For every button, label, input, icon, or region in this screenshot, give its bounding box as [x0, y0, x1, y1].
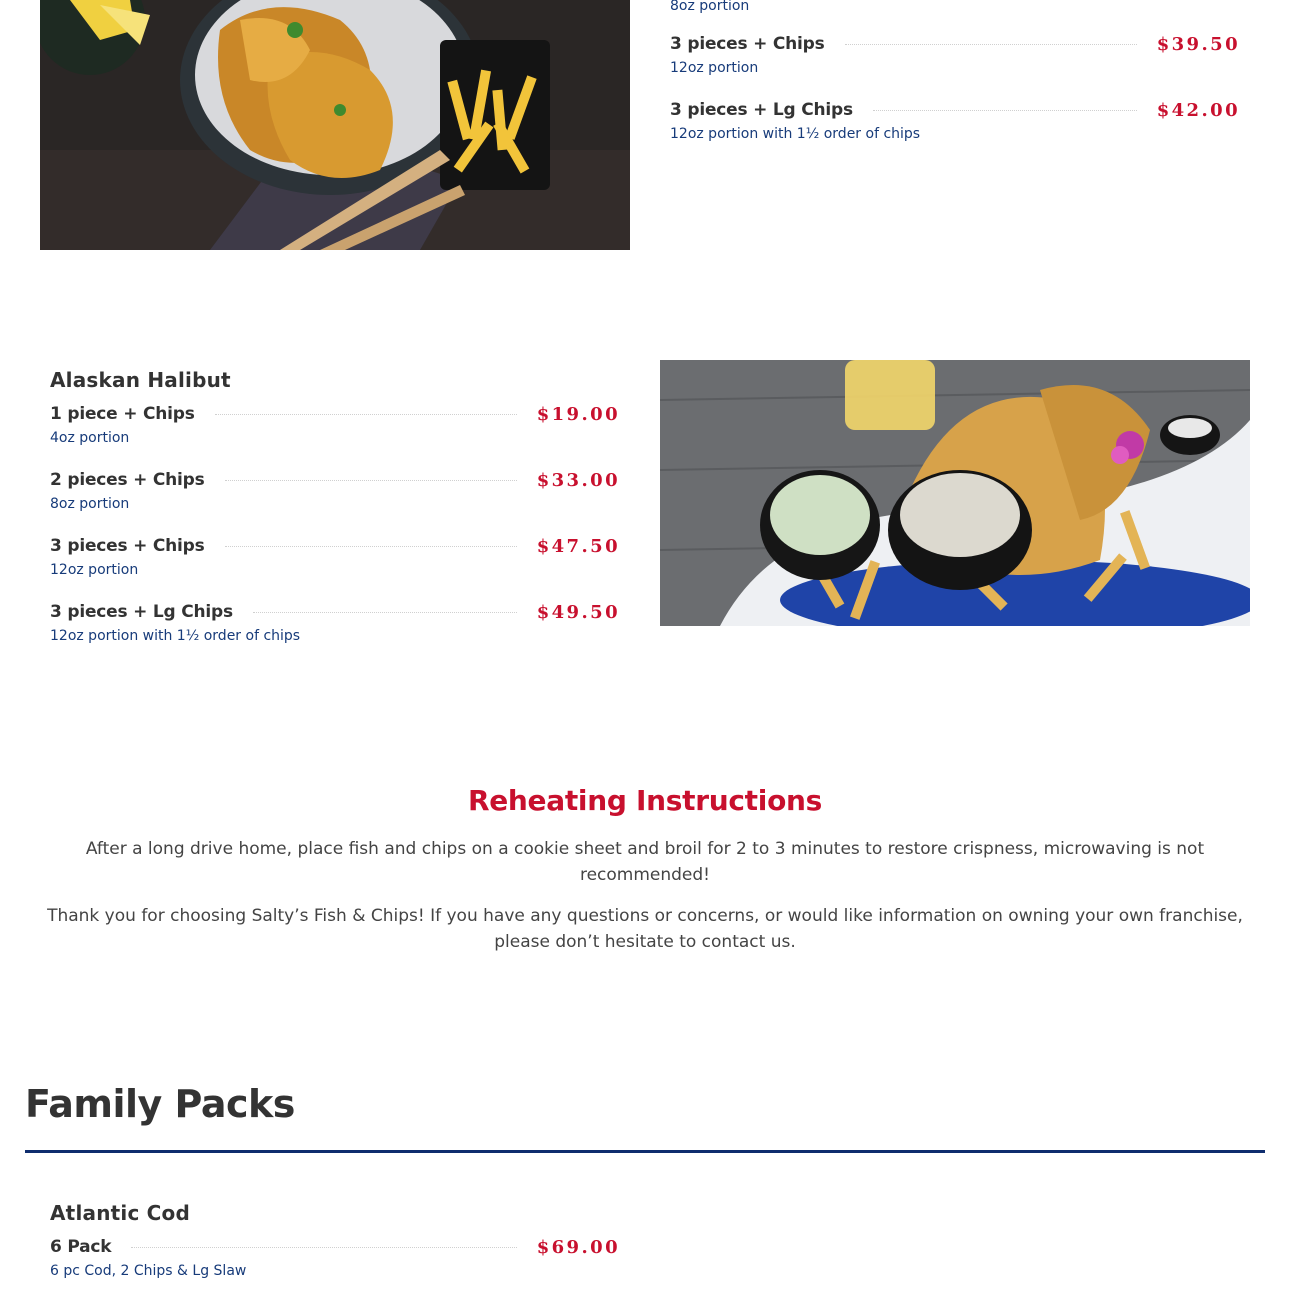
item-name: 1 piece + Chips	[50, 404, 195, 424]
menu-item	[50, 466, 620, 514]
menu-item	[670, 30, 1240, 78]
item-description: 4oz portion	[50, 430, 130, 446]
item-price: $47.50	[536, 535, 620, 557]
item-name: 6 Pack	[50, 1237, 112, 1257]
dotted-leader	[845, 44, 1137, 45]
item-description: 12oz portion with 1½ order of chips	[670, 126, 921, 142]
thank-you-paragraph: Thank you for choosing Salty’s Fish & Chips! If you have any questions or concerns, or would like information on owning your own franchise, please don’t hesitate to contact us.	[47, 906, 1243, 952]
item-price: $39.50	[1156, 33, 1240, 55]
item-name: 3 pieces + Chips	[670, 34, 825, 54]
dotted-leader	[215, 414, 517, 415]
item-description: 6 pc Cod, 2 Chips & Lg Slaw	[50, 1263, 247, 1279]
menu-item	[50, 598, 620, 646]
item-price: $69.00	[536, 1236, 620, 1258]
dotted-leader	[253, 612, 517, 613]
dotted-leader	[873, 110, 1137, 111]
section-title: Atlantic Cod	[50, 1201, 190, 1225]
item-price: $33.00	[536, 469, 620, 491]
menu-item	[50, 532, 620, 580]
fish-and-chips-photo	[40, 0, 630, 250]
halibut-menu	[50, 366, 620, 644]
section-divider	[25, 1150, 1265, 1153]
family-packs-title: Family Packs	[25, 1082, 295, 1126]
reheating-title: Reheating Instructions	[467, 784, 823, 817]
item-price: $19.00	[536, 403, 620, 425]
item-description: 8oz portion	[670, 0, 750, 14]
dotted-leader	[225, 480, 517, 481]
item-description: 12oz portion	[670, 60, 759, 76]
menu-item	[670, 96, 1240, 144]
item-name: 2 pieces + Chips	[50, 470, 205, 490]
item-description: 12oz portion with 1½ order of chips	[50, 628, 301, 644]
dotted-leader	[131, 1247, 516, 1248]
item-description: 12oz portion	[50, 562, 139, 578]
item-description: 8oz portion	[50, 496, 130, 512]
family-cod-menu	[50, 1199, 620, 1279]
halibut-basket-photo	[660, 360, 1250, 626]
menu-item	[50, 1233, 620, 1281]
item-price: $42.00	[1156, 99, 1240, 121]
dotted-leader	[225, 546, 517, 547]
item-name: 3 pieces + Lg Chips	[670, 100, 853, 120]
menu-item	[50, 400, 620, 448]
item-name: 3 pieces + Lg Chips	[50, 602, 233, 622]
item-name: 3 pieces + Chips	[50, 536, 205, 556]
item-price: $49.50	[536, 601, 620, 623]
section-title: Alaskan Halibut	[50, 368, 231, 392]
reheating-paragraph: After a long drive home, place fish and chips on a cookie sheet and broil for 2 to 3 minutes to restore crispness, microwaving is not recommended!	[85, 839, 1205, 885]
